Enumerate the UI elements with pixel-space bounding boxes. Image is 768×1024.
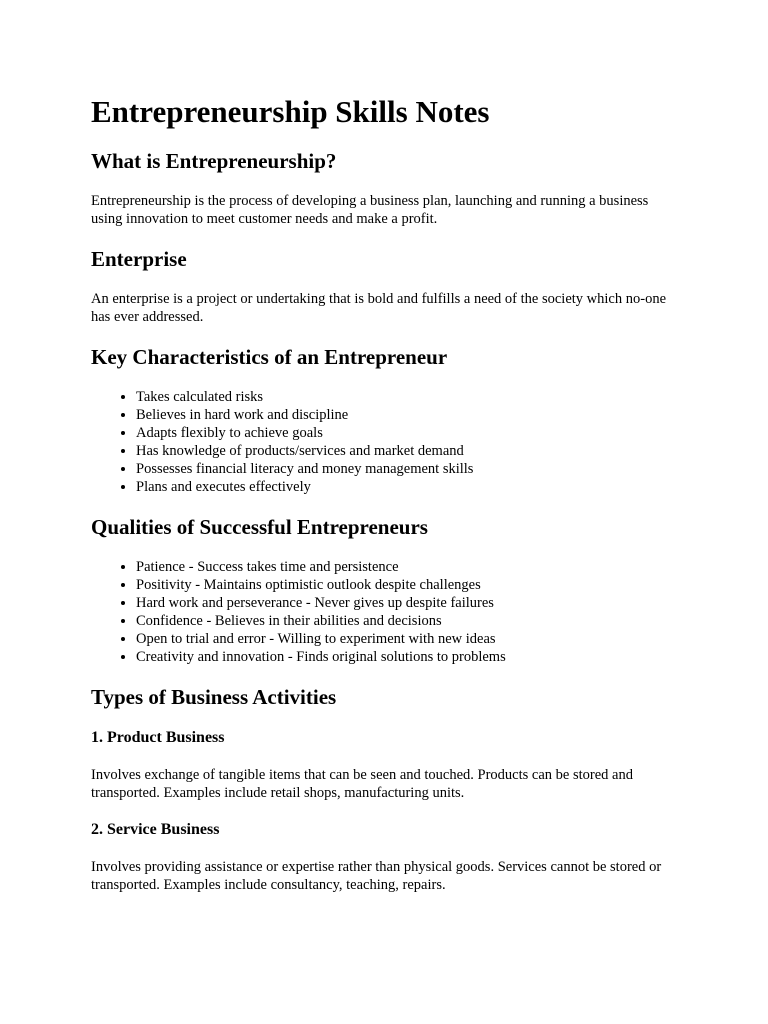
list-key-characteristics	[91, 388, 678, 496]
paragraph-product-business: Involves exchange of tangible items that can be seen and touched. Products can be stored and transported. Examples include retail shops, manufacturing units.	[91, 767, 633, 801]
heading-product-business: 1. Product Business	[91, 729, 225, 746]
list-item: • Patience - Success takes time and persistence	[136, 558, 678, 576]
document-title: Entrepreneurship Skills Notes	[91, 94, 490, 129]
list-item: • Adapts flexibly to achieve goals	[136, 424, 678, 442]
list-item: • Hard work and perseverance - Never gives up despite failures	[136, 594, 678, 612]
list-qualities	[91, 558, 678, 666]
list-item: • Confidence - Believes in their abilities and decisions	[136, 612, 678, 630]
list-item: • Plans and executes effectively	[136, 478, 678, 496]
list-item: • Possesses financial literacy and money management skills	[136, 460, 678, 478]
list-item: • Believes in hard work and discipline	[136, 406, 678, 424]
list-item: • Has knowledge of products/services and market demand	[136, 442, 678, 460]
paragraph-what-is-entrepreneurship: Entrepreneurship is the process of developing a business plan, launching and running a business using innovation to meet customer needs and make a profit.	[91, 193, 649, 227]
list-item: • Creativity and innovation - Finds original solutions to problems	[136, 648, 678, 666]
heading-key-characteristics: Key Characteristics of an Entrepreneur	[91, 345, 448, 369]
paragraph-service-business: Involves providing assistance or expertise rather than physical goods. Services cannot be stored or transported. Examples include consultancy, teaching, repairs.	[91, 859, 662, 893]
heading-types-of-business: Types of Business Activities	[91, 685, 337, 709]
paragraph-enterprise: An enterprise is a project or undertaking that is bold and fulfills a need of the society which no-one has ever addressed.	[91, 291, 667, 325]
heading-what-is-entrepreneurship: What is Entrepreneurship?	[91, 149, 337, 173]
list-item: • Positivity - Maintains optimistic outlook despite challenges	[136, 576, 678, 594]
heading-qualities: Qualities of Successful Entrepreneurs	[91, 515, 428, 539]
heading-service-business: 2. Service Business	[91, 821, 220, 838]
list-item: • Takes calculated risks	[136, 388, 678, 406]
list-item: • Open to trial and error - Willing to experiment with new ideas	[136, 630, 678, 648]
heading-enterprise: Enterprise	[91, 247, 187, 271]
